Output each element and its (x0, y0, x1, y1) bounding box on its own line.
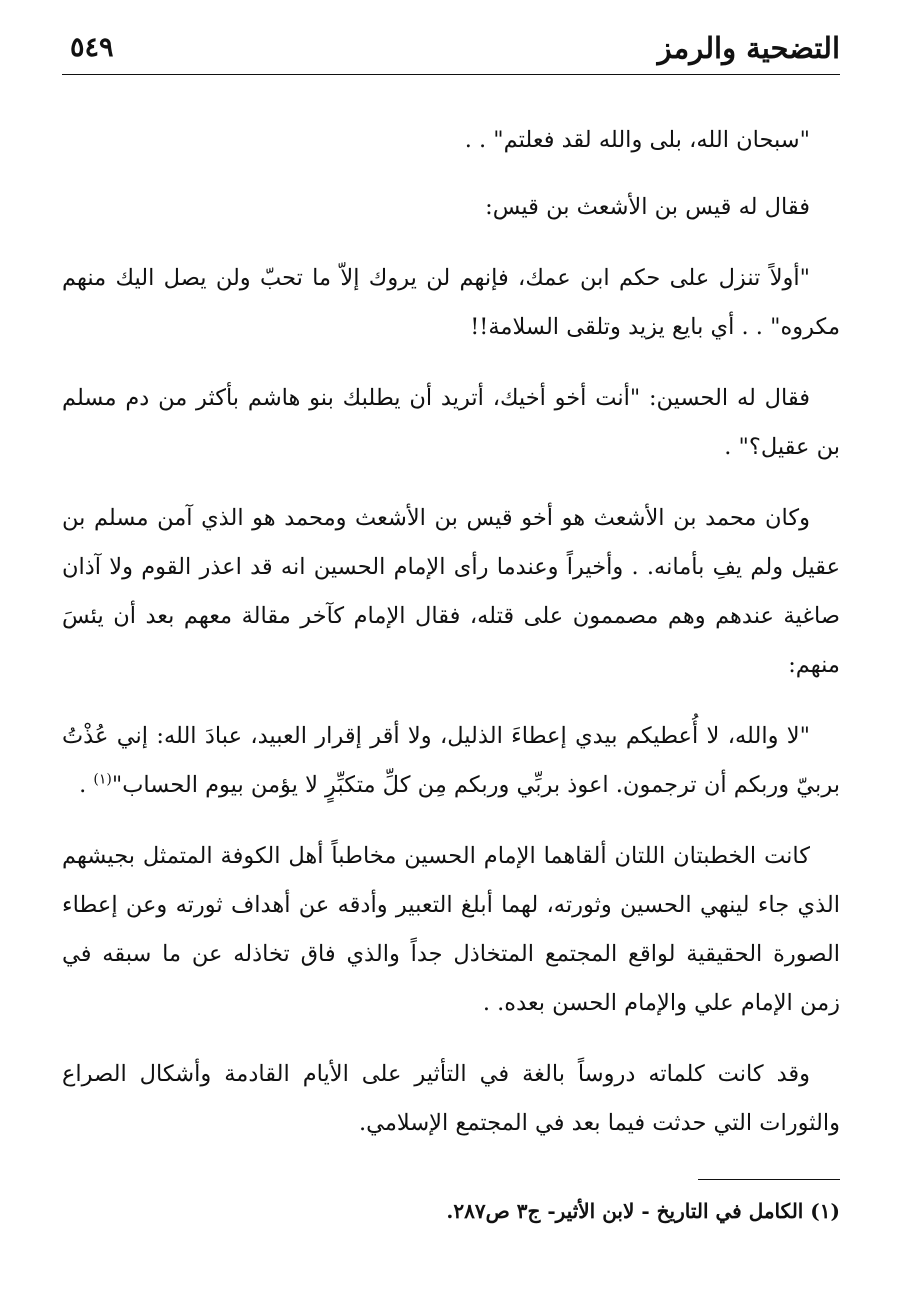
footnote-separator (698, 1179, 840, 1180)
footnote-marker: (١) (93, 771, 112, 788)
page-number: ٥٤٩ (70, 32, 114, 63)
paragraph-quote-6: "لا والله، لا أُعطيكم بيدي إعطاءَ الذليل، ولا أقر إقرار العبيد، عبادَ الله: إني عُذْتُ بربيّ وربكم أن ترجمون. اعوذ بربِّي وربكم مِن كلِّ متكبِّرٍ لا يؤمن بيوم الحساب"$^{(١)}$ . (62, 723, 840, 798)
page-body (62, 116, 840, 1170)
paragraph-quote-6-text: "لا والله، لا أُعطيكم بيدي إعطاءَ الذليل، ولا أقر إقرار العبيد، عبادَ الله: إني عُذْتُ بربيّ وربكم أن ترجمون. اعوذ بربِّي وربكم مِن كلِّ متكبِّرٍ لا يؤمن بيوم الحساب" (62, 723, 840, 798)
paragraph-8: وقد كانت كلماته دروساً بالغة في التأثير على الأيام القادمة وأشكال الصراع والثورات التي حدثت فيما بعد في المجتمع الإسلامي. (62, 1061, 840, 1136)
paragraph-4: فقال له الحسين: "أنت أخو أخيك، أتريد أن يطلبك بنو هاشم بأكثر من دم مسلم بن عقيل؟" . (62, 385, 840, 460)
paragraph-7: كانت الخطبتان اللتان ألقاهما الإمام الحسين مخاطباً أهل الكوفة المتمثل بجيشهم الذي جاء لينهي الحسين وثورته، لهما أبلغ التعبير وأدقه عن أهداف ثورته وعن إعطاء الصورة الحقيقية لواقع المجتمع المتخاذل جداً والذي فاق تخاذله عن ما سبقه في زمن الإمام علي والإمام الحسن بعده. . (62, 843, 840, 1016)
page-header (62, 28, 840, 75)
footnote: (١) الكامل في التاريخ - لابن الأثير- ج٣ ص٢٨٧. (446, 1199, 840, 1223)
paragraph-quote-3: "أولاً تنزل على حكم ابن عمك، فإنهم لن يروك إلاّ ما تحبّ ولن يصل اليك منهم مكروه" . . أي بايع يزيد وتلقى السلامة!! (62, 265, 840, 340)
paragraph-2: فقال له قيس بن الأشعث بن قيس: (485, 194, 810, 220)
paragraph-quote-1: "سبحان الله، بلى والله لقد فعلتم" . . (464, 127, 810, 153)
paragraph-5: وكان محمد بن الأشعث هو أخو قيس بن الأشعث ومحمد هو الذي آمن مسلم بن عقيل ولم يفِ بأمانه. . وأخيراً وعندما رأى الإمام الحسين انه قد اعذر القوم ولا آذان صاغية عندهم وهم مصممون على قتله، فقال الإمام كآخر مقالة معهم بعد أن يئسَ منهم: (62, 505, 840, 678)
running-title: التضحية والرمز (657, 31, 840, 65)
